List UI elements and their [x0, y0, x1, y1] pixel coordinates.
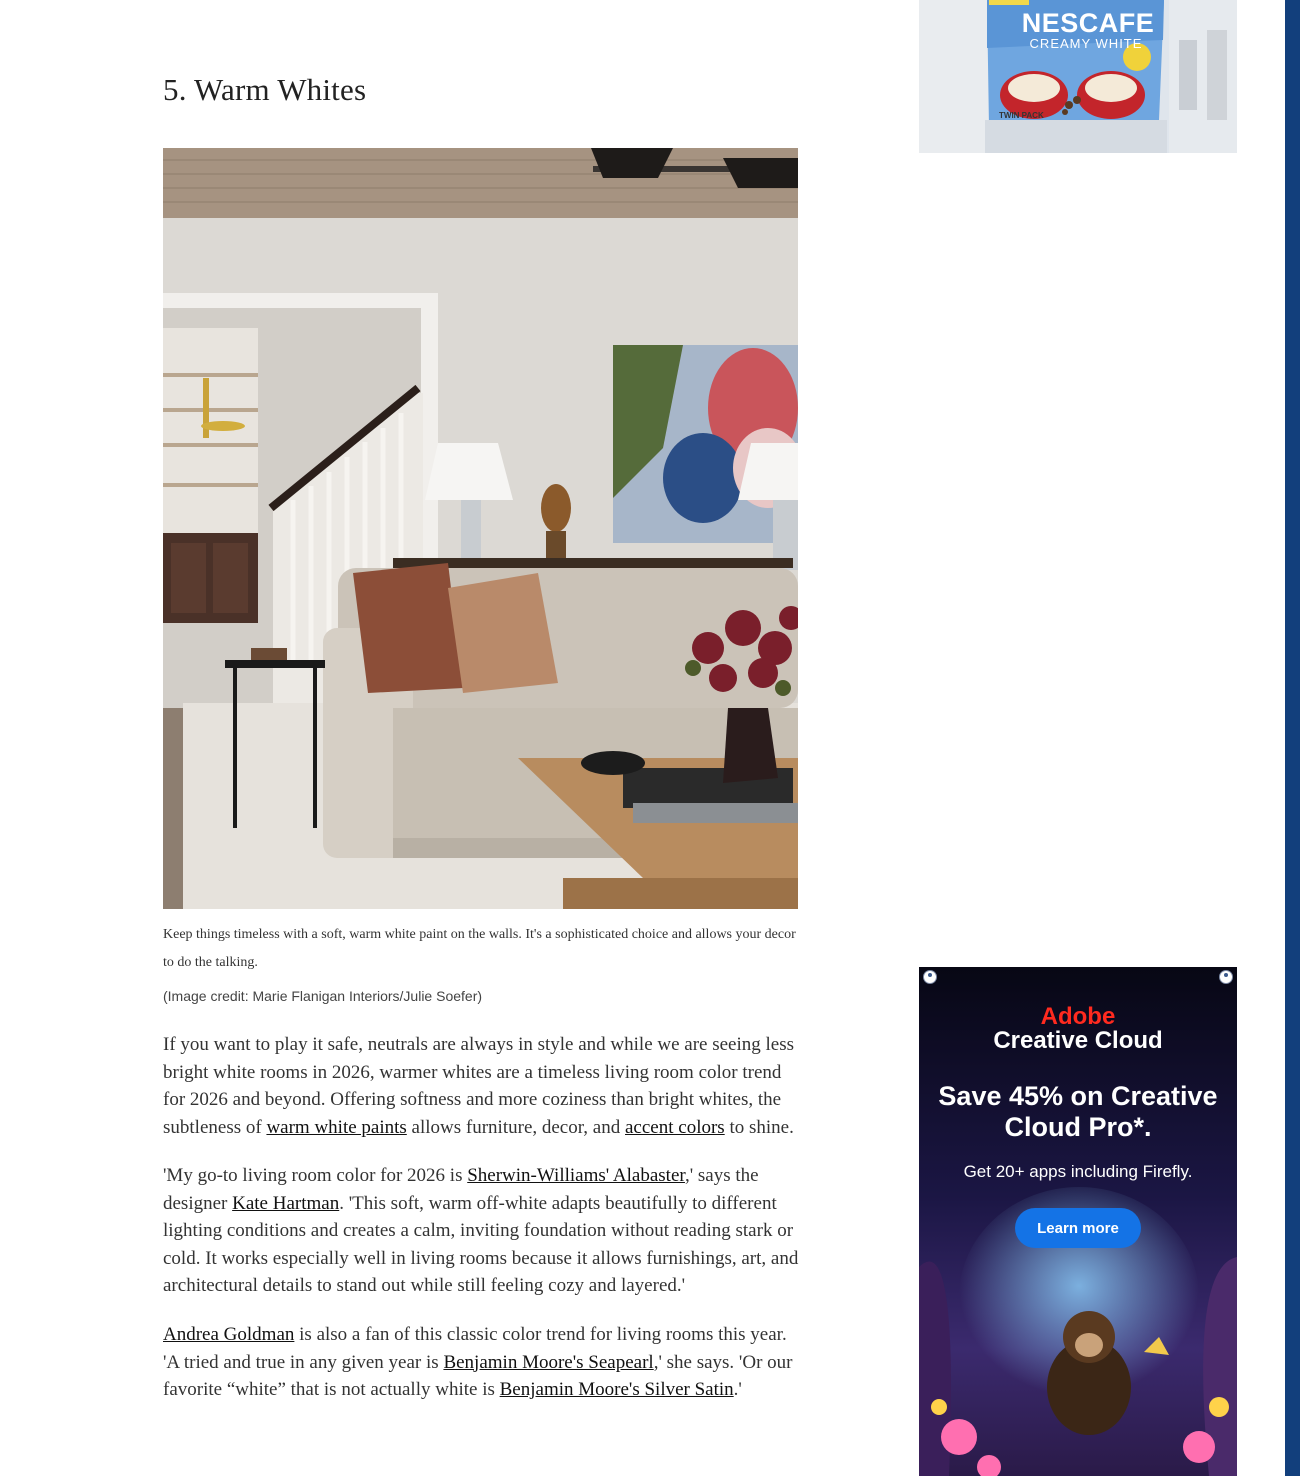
nescafe-pack-label: TWIN PACK: [999, 111, 1044, 120]
paragraph-2-text-b: ,' says the designer: [163, 1165, 759, 1214]
section-heading: 5. Warm Whites: [163, 72, 367, 107]
living-room-photo: [163, 148, 798, 909]
adobe-product: Creative Cloud: [993, 1027, 1163, 1054]
adobe-subtext: Get 20+ apps including Firefly.: [963, 1162, 1193, 1181]
adobe-ad[interactable]: [919, 967, 1237, 1476]
adobe-headline: Save 45% on Creative Cloud Pro*.: [938, 1081, 1218, 1142]
link-accent-colors[interactable]: accent colors: [625, 1116, 725, 1138]
link-kate-hartman[interactable]: Kate Hartman: [232, 1192, 340, 1214]
adobe-brand: Adobe: [1040, 1003, 1116, 1030]
paragraph-2-text-a: 'My go-to living room color for 2026 is: [163, 1165, 468, 1186]
paragraph-1-text-a: If you want to play it safe, neutrals are always in style and while we are seeing less bright white rooms in 2026, warmer whites are a timeless living room color trend for 2026 and beyond. Offering softness and more coziness than bright whites, the subtleness of: [163, 1034, 795, 1138]
link-warm-white-paints[interactable]: warm white paints: [266, 1116, 407, 1138]
paragraph-3-text-a: is also a fan of this classic color trend for living rooms this year. 'A tried and true in any given year is: [163, 1324, 787, 1373]
paragraph-3: [163, 1321, 799, 1404]
ad-info-icon[interactable]: [923, 970, 937, 984]
scrollbar[interactable]: [1285, 0, 1300, 1476]
photo-illustration: [163, 148, 798, 909]
link-andrea-goldman[interactable]: Andrea Goldman: [163, 1324, 295, 1345]
paragraph-1-text-b: allows furniture, decor, and: [406, 1116, 625, 1138]
link-benjamin-moore-seapearl[interactable]: Benjamin Moore's Seapearl: [443, 1351, 654, 1373]
image-credit: (Image credit: Marie Flanigan Interiors/Julie Soefer): [163, 988, 483, 1004]
nescafe-ad[interactable]: [919, 0, 1237, 153]
paragraph-2-text-c: . 'This soft, warm off-white adapts beautifully to different lighting conditions and creates a calm, inviting foundation without reading stark or cold. It works especially well in living rooms because it allows furnishings, art, and architectural details to stand out while still feeling cozy and layered.': [163, 1192, 799, 1296]
paragraph-2: [163, 1162, 799, 1300]
image-caption: Keep things timeless with a soft, warm white paint on the walls. It's a sophisticated choice and allows your decor to do the talking.: [163, 927, 796, 970]
nescafe-product: CREAMY WHITE: [1029, 36, 1143, 51]
link-benjamin-moore-silver-satin[interactable]: Benjamin Moore's Silver Satin: [499, 1379, 734, 1400]
paragraph-3-text-b: ,' she says. 'Or our favorite “white” that is not actually white is: [163, 1351, 793, 1400]
paragraph-3-text-c: .': [733, 1379, 742, 1400]
learn-more-button[interactable]: Learn more: [1015, 1208, 1141, 1248]
paragraph-1-text-c: to shine.: [724, 1116, 794, 1138]
paragraph-1: [163, 1031, 799, 1141]
nescafe-brand: NESCAFE: [1021, 8, 1155, 38]
link-sherwin-williams-alabaster[interactable]: Sherwin-Williams' Alabaster: [467, 1165, 685, 1186]
ad-choices-icon[interactable]: [1219, 970, 1233, 984]
